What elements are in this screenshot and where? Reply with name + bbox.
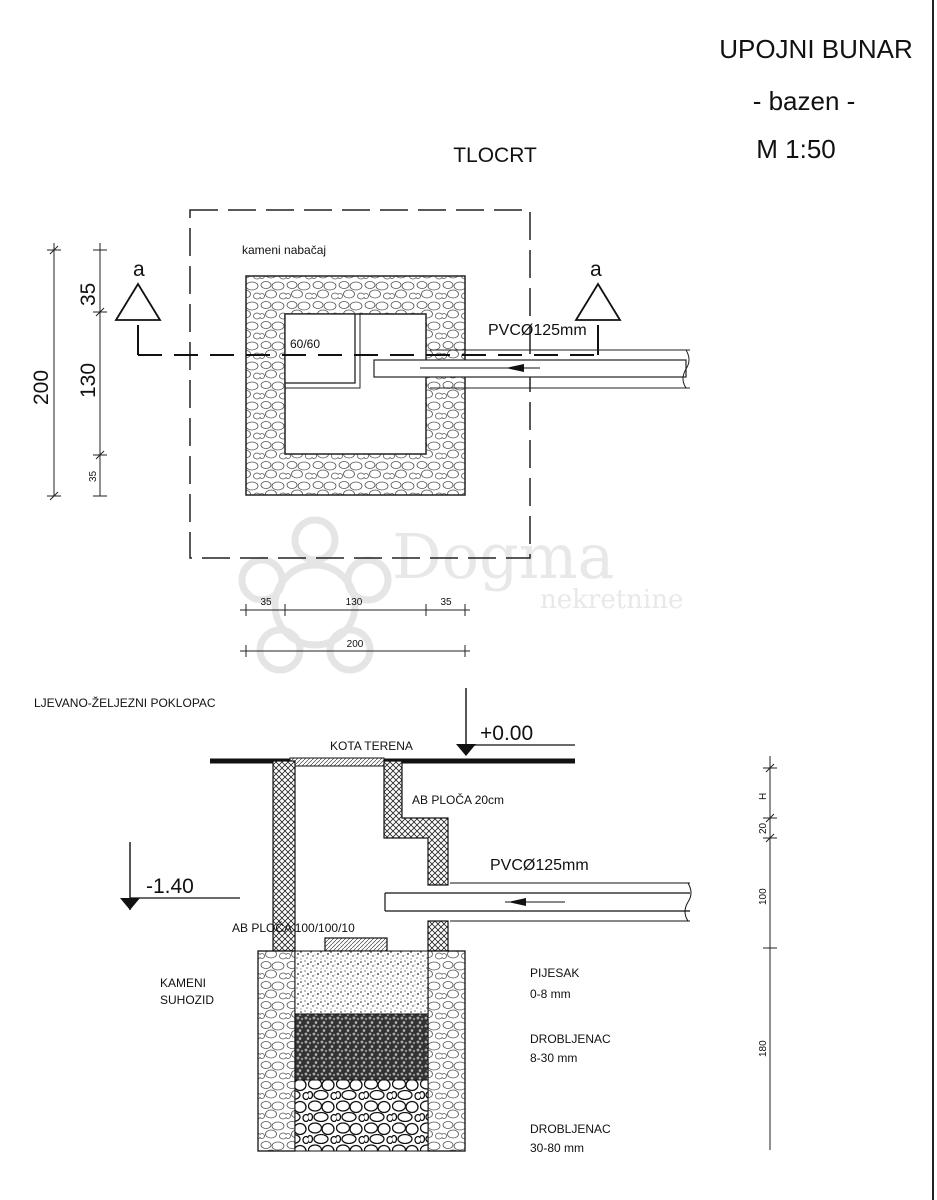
plan-section-marker-left-icon bbox=[116, 284, 160, 320]
plan-dim-middle-vertical: 130 bbox=[77, 362, 100, 398]
plan-pipe-label: PVCØ125mm bbox=[488, 322, 587, 339]
section-layer-1-size: 0-8 mm bbox=[530, 987, 571, 1001]
watermark-sub: nekretnine bbox=[540, 585, 684, 615]
plan-opening-label: 60/60 bbox=[290, 337, 321, 351]
plan-dim-middle-horizontal: 130 bbox=[345, 597, 363, 608]
section-layer-fine-gravel bbox=[295, 1014, 428, 1080]
section-level-pipe: -1.40 bbox=[146, 875, 194, 898]
plan-dim-right-horizontal: 35 bbox=[440, 597, 452, 608]
plan-dim-top-vertical: 35 bbox=[77, 282, 100, 306]
section-base-slab-label: AB PLOČA 100/100/10 bbox=[232, 921, 355, 935]
section-wall-right-lower bbox=[428, 921, 448, 951]
plan-dim-total-vertical: 200 bbox=[30, 369, 53, 405]
section-layer-3-size: 30-80 mm bbox=[530, 1141, 585, 1155]
section-pipe-break bbox=[685, 883, 691, 921]
section-drystone-left bbox=[258, 951, 295, 1151]
watermark bbox=[242, 520, 683, 670]
title-line2: - bazen - bbox=[752, 86, 856, 116]
section-level-pipe-icon bbox=[120, 898, 140, 910]
plan-dim-left-horizontal: 35 bbox=[260, 597, 272, 608]
section-wall-label-line2: SUHOZID bbox=[160, 993, 214, 1007]
section-cover bbox=[290, 758, 384, 766]
section-pipe-label: PVCØ125mm bbox=[490, 857, 589, 874]
section-layer-2-size: 8-30 mm bbox=[530, 1051, 578, 1065]
plan-section-marker-right: a bbox=[590, 258, 602, 281]
plan-section-marker-left: a bbox=[133, 258, 145, 281]
section-base-slab bbox=[325, 938, 387, 951]
title-line1: UPOJNI BUNAR bbox=[719, 34, 913, 64]
section-level-top-icon bbox=[456, 744, 476, 756]
section-layer-2-name: DROBLJENAC bbox=[530, 1032, 611, 1046]
section-dim-fill: 180 bbox=[758, 1040, 769, 1057]
plan-stone-fill-label: kameni nabačaj bbox=[242, 243, 327, 257]
watermark-brand: Dogma bbox=[392, 520, 615, 593]
section-flow-arrow-icon bbox=[508, 898, 526, 906]
plan-section-marker-right-icon bbox=[576, 284, 620, 320]
section-terrain-label: KOTA TERENA bbox=[330, 739, 413, 753]
watermark-logo-icon bbox=[242, 520, 388, 670]
section-layer-1-name: PIJESAK bbox=[530, 966, 580, 980]
title-scale: M 1:50 bbox=[756, 134, 836, 164]
section-drystone-right bbox=[428, 951, 465, 1151]
section-wall-label-line1: KAMENI bbox=[160, 976, 207, 990]
section-slab-label: AB PLOČA 20cm bbox=[412, 793, 505, 807]
section-layer-coarse-gravel bbox=[295, 1080, 428, 1151]
section-dim-pipe: 100 bbox=[758, 888, 769, 905]
plan-dim-bottom-vertical: 35 bbox=[88, 470, 99, 482]
section-view bbox=[34, 688, 777, 1155]
section-layer-3-name: DROBLJENAC bbox=[530, 1122, 611, 1136]
section-cover-label: LJEVANO-ŽELJEZNI POKLOPAC bbox=[34, 696, 216, 710]
section-layer-sand bbox=[295, 951, 428, 1014]
section-wall-right bbox=[384, 761, 448, 885]
section-dim-slab: 20 bbox=[758, 822, 769, 834]
plan-dim-total-horizontal: 200 bbox=[346, 639, 364, 650]
section-level-top: +0.00 bbox=[480, 722, 534, 745]
section-dim-h: H bbox=[758, 792, 769, 800]
plan-label: TLOCRT bbox=[453, 144, 537, 167]
section-dimension-vertical bbox=[763, 756, 777, 1150]
